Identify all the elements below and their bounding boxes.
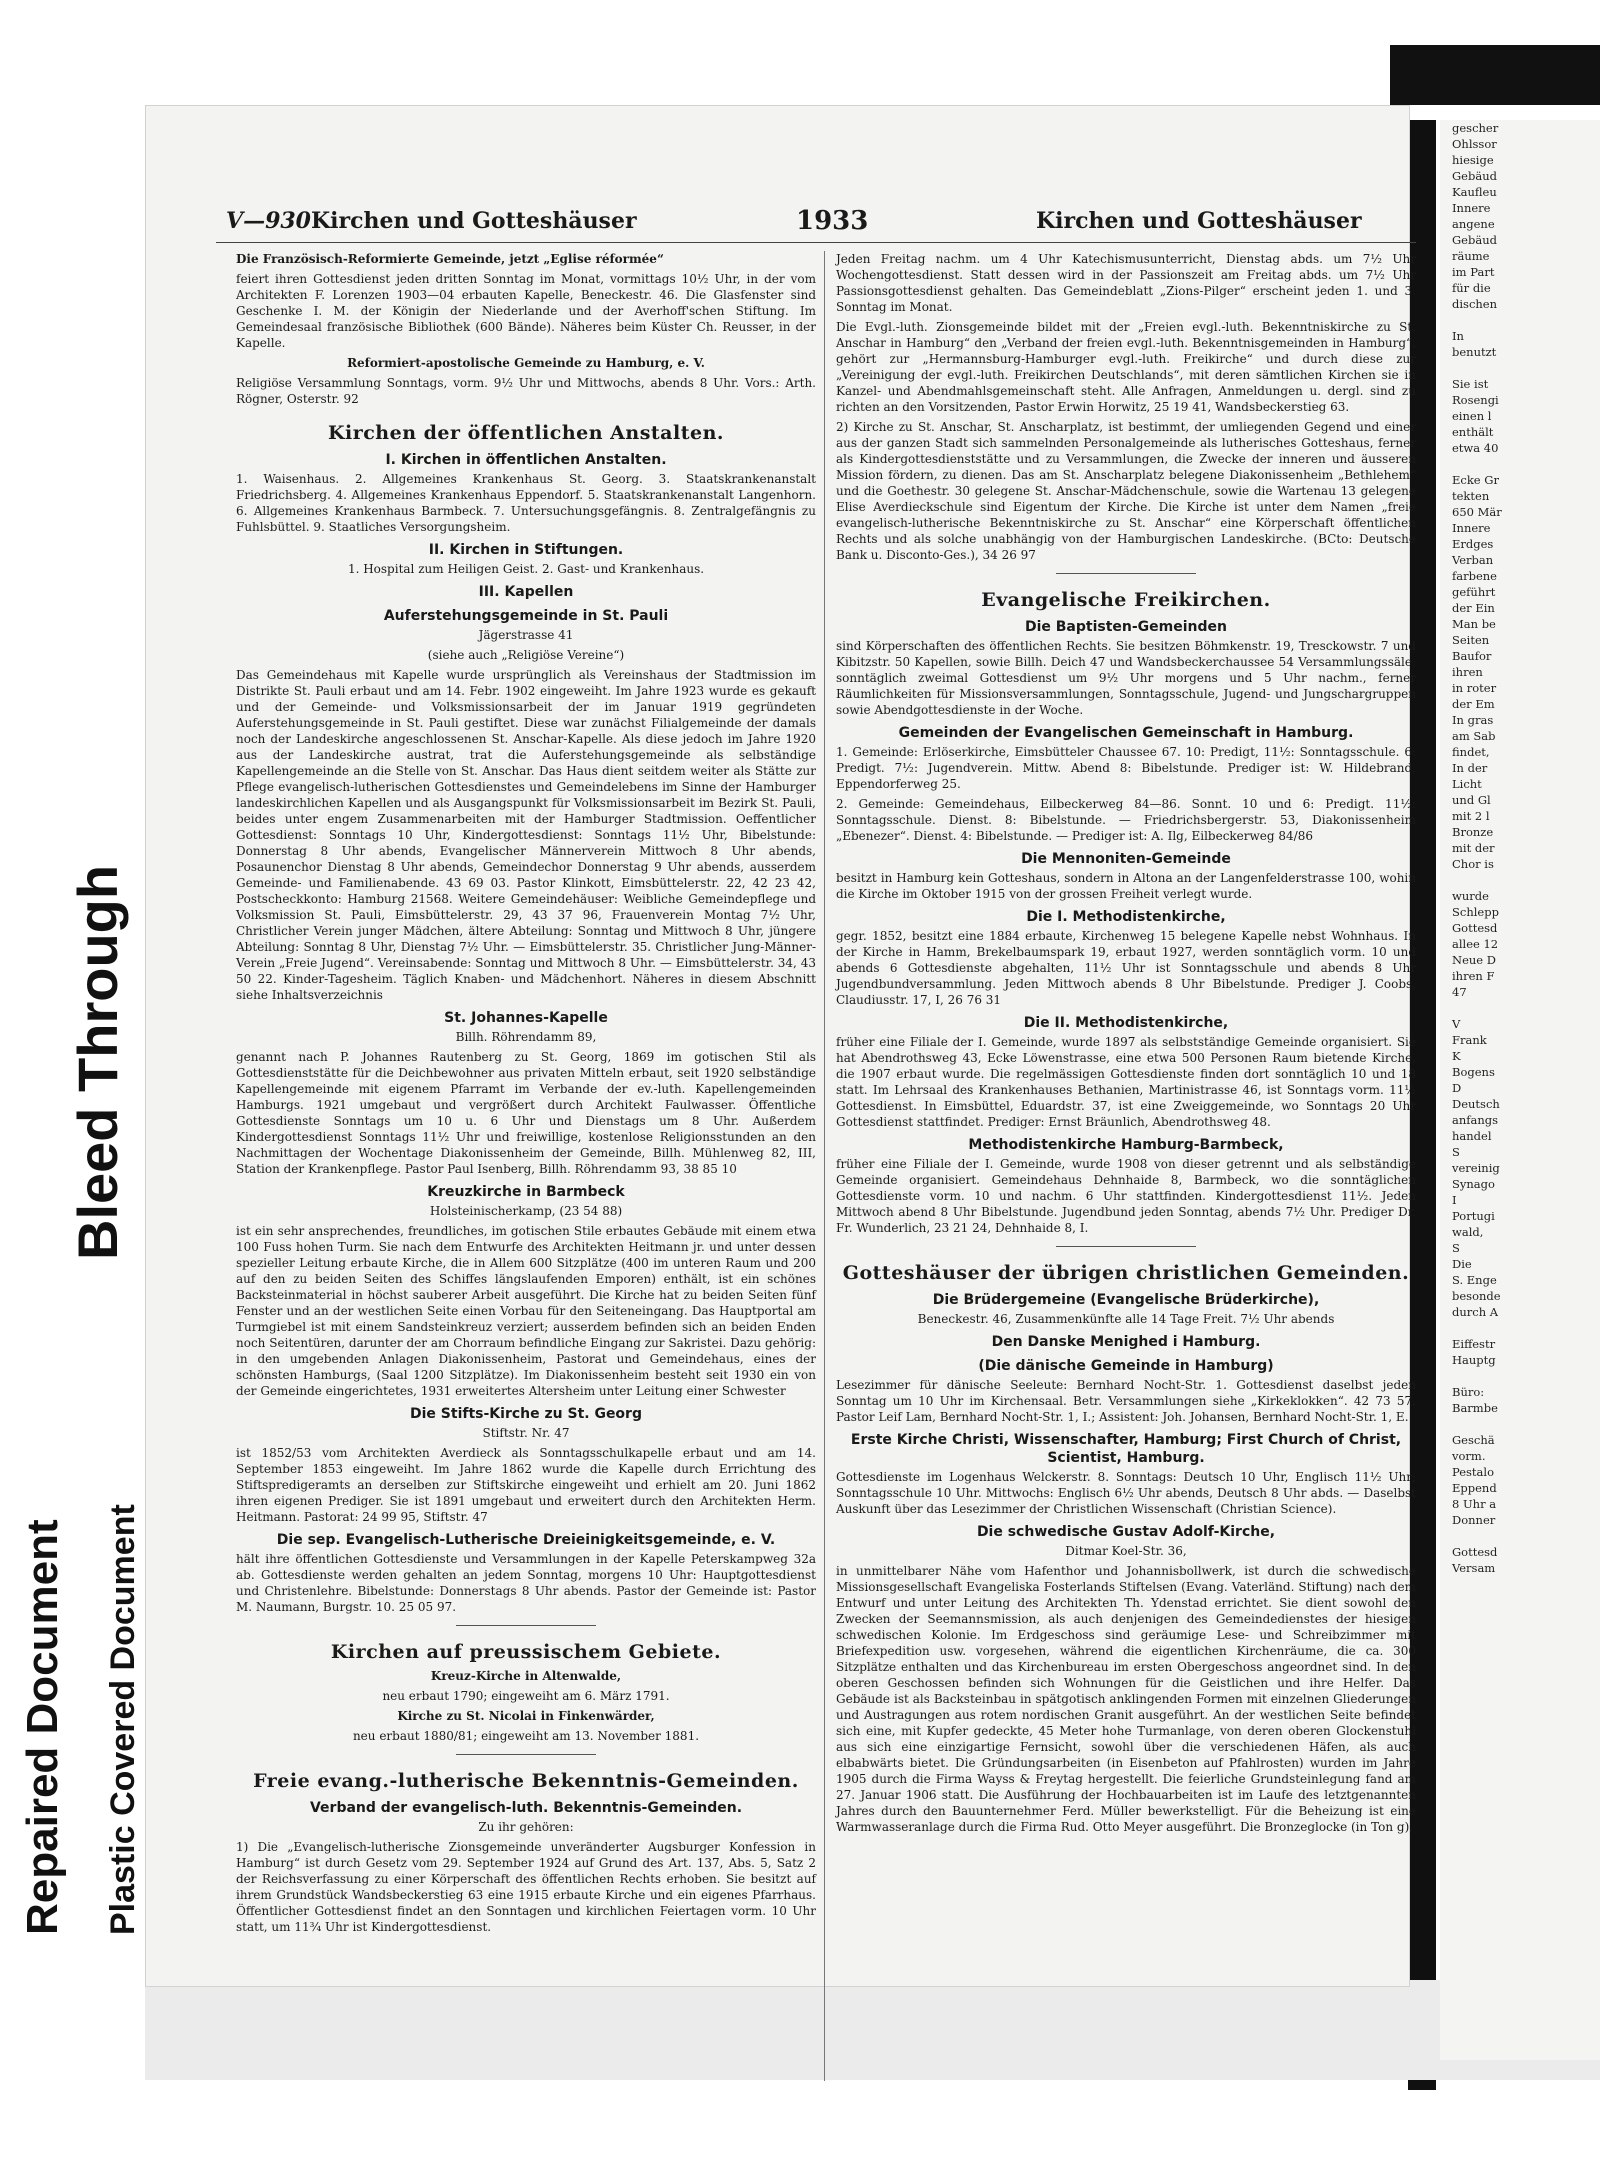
danske-heading: Den Danske Menighed i Hamburg. xyxy=(991,1334,1261,1350)
adjacent-page-line: im Part xyxy=(1452,265,1495,279)
stifts-address: Stiftstr. Nr. 47 xyxy=(482,1426,570,1440)
label-plastic-covered: Plastic Covered Document xyxy=(104,1504,142,1935)
adjacent-page-line: Gottesd xyxy=(1452,921,1498,935)
adjacent-page-line xyxy=(1440,1368,1600,1384)
adjacent-page-line: K xyxy=(1452,1049,1461,1063)
label-repaired-document: Repaired Document xyxy=(18,1519,67,1935)
science-text: Gottesdienste im Logenhaus Welckerstr. 8. Sonntags: Deutsch 10 Uhr, Englisch 11½ Uhr; Sonntagsschule 10 Uhr. Mittwochs: Englisch 6½ Uhr abends, Deutsch 8 Uhr abds. — Daselbst Auskunft über das Lesezimmer der Christlichen Wissenschaft (Christian Science). xyxy=(836,1470,1416,1516)
adjacent-page-line: 650 Mär xyxy=(1452,505,1502,519)
adjacent-page-line: Portugi xyxy=(1452,1209,1495,1223)
aufer-heading: Auferstehungsgemeinde in St. Pauli xyxy=(383,608,669,624)
label-bleed-through: Bleed Through xyxy=(66,864,129,1260)
freie-heading: Freie evang.-lutherische Bekenntnis-Gemeinden. xyxy=(253,1770,799,1792)
adjacent-page-line: Barmbe xyxy=(1452,1401,1498,1415)
anstalten-II-text: 1. Hospital zum Heiligen Geist. 2. Gast- und Krankenhaus. xyxy=(347,562,705,576)
johannes-text: genannt nach P. Johannes Rautenberg zu St. Georg, 1869 im gotischen Stil als Gottesdienststätte für die Deichbewohner aus privaten Mitteln erbaut, seit 1920 selbständige Kapellengemeinde mit eigenem Pfarramt im Verbande der ev.-luth. Kapellengemeinden Hamburgs. 1921 umgebaut und vergrößert durch Architekt Faulwasser. Öffentliche Gottesdienste Sonntags um 10 u. 6 Uhr und Dienstags um 8 Uhr. Außerdem Kindergottesdienst Sonntags 11½ Uhr und freiwillige, kostenlose Religionsstunden an den Nachmittagen der Wochentage Diakonissenheim der Gemeinde, Billh. Mühlenweg 82, III, Station der Krankenpflege. Pastor Paul Isenberg, Billh. Röhrendamm 93, 38 85 10 xyxy=(236,1050,816,1176)
adjacent-page-line: mit der xyxy=(1452,841,1495,855)
scan-bottom-edge xyxy=(145,1980,1600,2080)
anstalten-I-text: 1. Waisenhaus. 2. Allgemeines Krankenhaus St. Georg. 3. Staatskrankenanstalt Friedrichsberg. 4. Allgemeines Krankenhaus Eppendorf. 5. Staatskrankenanstalt Langenhorn. 6. Allgemeines Krankenhaus Barmbeck. 7. Untersuchungsgefängnis. 8. Zentralgefängnis zu Fuhlsbüttel. 9. Staatliches Versorgungsheim. xyxy=(236,472,816,534)
dreieinig-heading: Die sep. Evangelisch-Lutherische Dreieinigkeitsgemeinde, e. V. xyxy=(276,1532,776,1548)
adjacent-page-line: enthält xyxy=(1452,425,1494,439)
adjacent-page-line: In xyxy=(1452,329,1464,343)
anstalten-III-heading: III. Kapellen xyxy=(478,584,574,600)
running-title-left: Kirchen und Gotteshäuser xyxy=(311,208,637,234)
adjacent-page-line: Chor is xyxy=(1452,857,1494,871)
methodisten-II-text: früher eine Filiale der I. Gemeinde, wurde 1897 als selbstständige Gemeinde organisiert. Sie hat Abendrothsweg 43, Ecke Löwenstrasse, eine etwa 500 Personen Raum bietende Kirche, die 1907 erbaut wurde. Die regelmässigen Gottesdienste finden dort sonntäglich 10 und 18 statt. Im Lehrsaal des Krankenhauses Bethanien, Martinistrasse 46, ist Sonntags vorm. 11½ Gottesdienst. In Eimsbüttel, Eduardstr. 37, ist eine Zweiggemeinde, wo Sonntags 20 Uhr Gottesdienst stattfindet. Prediger: Ernst Bräunlich, Abendrothsweg 48. xyxy=(836,1035,1416,1129)
zions-cont: Jeden Freitag nachm. um 4 Uhr Katechismusunterricht, Dienstag abds. um 7½ Uhr Wochengottesdienst. Statt dessen wird in der Passionszeit am Freitag abds. um 7½ Uhr Passionsgottesdienst gehalten. Das Gemeindeblatt „Zions-Pilger“ erscheint jeden 1. und 3. Sonntag im Monat. xyxy=(836,252,1416,314)
adjacent-page-line xyxy=(1440,1416,1600,1432)
verband-heading: Verband der evangelisch-luth. Bekenntnis-Gemeinden. xyxy=(309,1800,743,1816)
adjacent-page-line: ihren xyxy=(1452,665,1483,679)
adjacent-page-line: besonde xyxy=(1452,1289,1501,1303)
running-title-right: Kirchen und Gotteshäuser xyxy=(1036,208,1362,234)
anstalten-I-heading: I. Kirchen in öffentlichen Anstalten. xyxy=(385,452,667,468)
adjacent-page-line: S xyxy=(1452,1241,1460,1255)
adjacent-page-line: wurde xyxy=(1452,889,1489,903)
adjacent-page-line: Innere xyxy=(1452,521,1491,535)
adjacent-page-line: allee 12 xyxy=(1452,937,1499,951)
franz-heading: Die Französisch-Reformierte Gemeinde, jetzt „Eglise réformée“ xyxy=(236,252,664,266)
adjacent-page-line: 47 xyxy=(1452,985,1467,999)
adjacent-page-line: Bronze xyxy=(1452,825,1494,839)
adjacent-page-line: Versam xyxy=(1452,1561,1496,1575)
adjacent-page-line: und Gl xyxy=(1452,793,1491,807)
adjacent-page-line: Ecke Gr xyxy=(1452,473,1499,487)
adjacent-page-line: Gottesd xyxy=(1452,1545,1498,1559)
adjacent-page-line: durch A xyxy=(1452,1305,1499,1319)
adjacent-page-line: Eppend xyxy=(1452,1481,1497,1495)
zions-verband: Die Evgl.-luth. Zionsgemeinde bildet mit der „Freien evgl.-luth. Bekenntniskirche zu St. Anschar in Hamburg“ den „Verband der freien evgl.-luth. Bekenntnisgemeinden in Hamburg“, gehört zur „Hermannsburg-Hamburger evgl.-luth. Freikirche“ und durch diese zur „Vereinigung der evgl.-luth. Freikirchen Deutschlands“, mit deren sämtlichen Kirchen sie in Kanzel- und Abendmahlsgemeinschaft steht. Alle Anfragen, Anmeldungen u. dergl. sind zu richten an den Vorsitzenden, Pastor Erwin Horwitz, 25 19 41, Wandsbeckerstieg 63. xyxy=(836,320,1416,414)
adjacent-page-line: farbene xyxy=(1452,569,1497,583)
adjacent-page-line: benutzt xyxy=(1452,345,1497,359)
adjacent-page-line: S xyxy=(1452,1145,1460,1159)
johannes-heading: St. Johannes-Kapelle xyxy=(444,1010,608,1026)
column-divider xyxy=(824,251,825,2081)
adjacent-page-line: vorm. xyxy=(1452,1449,1486,1463)
adjacent-page-line: räume xyxy=(1452,249,1490,263)
adjacent-page-line: anfangs xyxy=(1452,1113,1499,1127)
adjacent-page-line: wald, xyxy=(1452,1225,1484,1239)
franz-text: feiert ihren Gottesdienst jeden dritten Sonntag im Monat, vormittags 10½ Uhr, in der vom Architekten F. Lorenzen 1903—04 erbauten Kapelle, Beneckestr. 46. Die Glasfenster sind Geschenke I. M. der Königin der Niederlande und der Averhoff'schen Stiftung. Im Gemeindesaal französische Bibliothek (600 Bände). Näheres beim Küster Ch. Reusser, in der Kapelle. xyxy=(236,272,816,350)
gemeinschaft-heading: Gemeinden der Evangelischen Gemeinschaft in Hamburg. xyxy=(898,725,1354,741)
mennoniten-text: besitzt in Hamburg kein Gotteshaus, sondern in Altona an der Langenfelderstrasse 100, wohin die Kirche im Oktober 1915 von der grossen Freiheit verlegt wurde. xyxy=(836,871,1416,901)
adjacent-page-line: Bogens xyxy=(1452,1065,1495,1079)
methodisten-I-text: gegr. 1852, besitzt eine 1884 erbaute, Kirchenweg 15 belegene Kapelle nebst Wohnhaus. In der Kirche in Hamm, Brekelbaumspark 19, erbaut 1927, werden sonntäglich vorm. 10 und abends 6 Gottesdienste abgehalten, 11½ Uhr ist Sonntagsschule und abends 8 Uhr Jugendbundversammlung. Jeden Mittwoch abends 8 Uhr Bibelstunde. Prediger J. Coobs, Claudiusstr. 17, I, 26 76 31 xyxy=(836,929,1416,1007)
adjacent-page-line: Hauptg xyxy=(1452,1353,1496,1367)
adjacent-page-line xyxy=(1440,1000,1600,1016)
adjacent-page-line: Gebäud xyxy=(1452,169,1497,183)
adjacent-page-line: Büro: xyxy=(1452,1385,1485,1399)
adjacent-page-line: Synago xyxy=(1452,1177,1495,1191)
adjacent-page-line: der Ein xyxy=(1452,601,1495,615)
adjacent-page-line: D xyxy=(1452,1081,1462,1095)
danske-text: Lesezimmer für dänische Seeleute: Bernhard Nocht-Str. 1. Gottesdienst daselbst jeden Sonntag um 10 Uhr im Kirchensaal. Betr. Versammlungen siehe „Kirkeklokken“. 42 73 57, Pastor Leif Lam, Bernhard Nocht-Str. 1, I.; Assistent: Joh. Johansen, Bernhard Nocht-Str. 1, E. xyxy=(836,1378,1416,1424)
aufer-note: (siehe auch „Religiöse Vereine“) xyxy=(427,648,625,662)
anstalten-heading: Kirchen der öffentlichen Anstalten. xyxy=(327,422,725,444)
adjacent-page-line: am Sab xyxy=(1452,729,1496,743)
year: 1933 xyxy=(796,206,869,236)
danske-sub: (Die dänische Gemeinde in Hamburg) xyxy=(978,1358,1274,1374)
separator xyxy=(456,1625,596,1626)
adjacent-page-line: Man be xyxy=(1452,617,1496,631)
adjacent-page-line xyxy=(1440,872,1600,888)
ref-apost-text: Religiöse Versammlung Sonntags, vorm. 9½ Uhr und Mittwochs, abends 8 Uhr. Vors.: Arth. Rögner, Osterstr. 92 xyxy=(236,376,816,406)
science-heading: Erste Kirche Christi, Wissenschafter, Hamburg; First Church of Christ, Scientist, Hamburg. xyxy=(850,1432,1402,1466)
running-head xyxy=(216,204,1416,243)
adjacent-page-line: der Em xyxy=(1452,697,1495,711)
adjacent-page-line: Baufor xyxy=(1452,649,1492,663)
scan-black-block xyxy=(1390,45,1600,105)
adjacent-page-line: dischen xyxy=(1452,297,1498,311)
adjacent-page-line: für die xyxy=(1452,281,1491,295)
methodisten-I-heading: Die I. Methodistenkirche, xyxy=(1026,909,1226,925)
adjacent-page-line: Die xyxy=(1452,1257,1472,1271)
freikirchen-heading: Evangelische Freikirchen. xyxy=(981,589,1271,611)
adjacent-page-fragment xyxy=(1440,120,1600,2060)
separator xyxy=(1056,573,1196,574)
adjacent-page-line: Neue D xyxy=(1452,953,1496,967)
zu-ihr: Zu ihr gehören: xyxy=(478,1820,574,1834)
adjacent-page-line: Sie ist xyxy=(1452,377,1489,391)
adjacent-page-line xyxy=(1440,1320,1600,1336)
gemeinschaft-1: 1. Gemeinde: Erlöserkirche, Eimsbütteler Chaussee 67. 10: Predigt, 11½: Sonntagsschule. 6: Predigt. 7½: Jugendverein. Mittw. Abend 8: Bibelstunde. Prediger ist: W. Hildebrand, Eppendorferweg 25. xyxy=(836,745,1416,791)
adjacent-page-line: S. Enge xyxy=(1452,1273,1497,1287)
schwed-text: in unmittelbarer Nähe vom Hafenthor und Johannisbollwerk, ist durch die schwedische Missionsgesellschaft Evangeliska Fosterlands Stiftelsen (Evang. Vaterländ. Stiftung) nach dem Entwurf und unter Leitung des Architekten Th. Ydenstad errichtet. Sie dient sowohl den Zwecken der Seemannsmission, als auch denjenigen des Gemeindedienstes der hiesigen schwedischen Kolonie. Im Erdgeschoss sind geräumige Lese- und Schreibzimmer mit Briefexpedition usw. vorgesehen, während die eigentlichen Kirchenräume, die ca. 300 Sitzplätze enthalten und das Kirchenbureau im ersten Obergeschoss angeordnet sind. In den oberen Geschossen befinden sich Wohnungen für die Geistlichen und ihre Helfer. Das Gebäude ist als Backsteinbau in spätgotisch anklingenden Formen mit einzelnen Gliederungen und Austragungen aus rotem nordischen Granit ausgeführt. An der westlichen Seite befindet sich eine, mit Kupfer gedeckte, 45 Meter hohe Turmanlage, von deren oberen Glockenstuhl aus sich eine einzigartige Fernsicht, sowohl über die verschiedenen Häfen, als auch elbabwärts bietet. Die Gründungsarbeiten (in Eisenbeton auf Pfahlrosten) wurden im Jahre 1905 durch die Firma Wayss & Freytag hergestellt. Die feierliche Grundsteinlegung fand am 27. Januar 1906 statt. Die Ausführung der Hochbauarbeiten ist im Laufe des letztgenannten Jahres durch den Bauunternehmer Ferd. Müller bewerkstelligt. Für die Beheizung ist eine Warmwasseranlage durch die Firma Rud. Otto Meyer ausgeführt. Die Bronzeglocke (in Ton g), xyxy=(836,1564,1416,1834)
uebrigen-heading: Gotteshäuser der übrigen christlichen Gemeinden. xyxy=(842,1262,1410,1284)
brueder-heading: Die Brüdergemeine (Evangelische Brüderkirche), xyxy=(932,1292,1320,1308)
adjacent-page-line: Frank xyxy=(1452,1033,1487,1047)
adjacent-page-line xyxy=(1440,312,1600,328)
schwed-address: Ditmar Koel-Str. 36, xyxy=(1065,1544,1187,1558)
adjacent-page-line: gescher xyxy=(1452,121,1499,135)
baptisten-text: sind Körperschaften des öffentlichen Rechts. Sie besitzen Böhmkenstr. 19, Tresckowstr. 7 und Kibitzstr. 50 Kapellen, sowie Billh. Deich 47 und Wandsbeckerchaussee 54 Versammlungssäle; sonntäglich zweimal Gottesdienst um 9½ Uhr morgens und 5 Uhr nachm., ferner Räumlichkeiten für Missionsversammlungen, Sonntagsschule, Jugend- und Jungschargruppen sowie Abendgottesdienste in der Woche. xyxy=(836,639,1416,717)
mennoniten-heading: Die Mennoniten-Gemeinde xyxy=(1021,851,1231,867)
adjacent-page-line: in roter xyxy=(1452,681,1497,695)
separator xyxy=(456,1754,596,1755)
adjacent-page-line: findet, xyxy=(1452,745,1490,759)
adjacent-page-line: In gras xyxy=(1452,713,1494,727)
schwed-heading: Die schwedische Gustav Adolf-Kirche, xyxy=(976,1524,1276,1540)
kreuz-heading: Kreuzkirche in Barmbeck xyxy=(427,1184,625,1200)
preuss-heading: Kirchen auf preussischem Gebiete. xyxy=(330,1641,722,1663)
adjacent-page-line: Seiten xyxy=(1452,633,1490,647)
adjacent-page-line: Licht xyxy=(1452,777,1482,791)
preuss-2-text: neu erbaut 1880/81; eingeweiht am 13. November 1881. xyxy=(352,1729,700,1743)
adjacent-page-line: In der xyxy=(1452,761,1488,775)
adjacent-page-line xyxy=(1440,360,1600,376)
methodisten-barmbeck-heading: Methodistenkirche Hamburg-Barmbeck, xyxy=(968,1137,1284,1153)
adjacent-page-line: Schlepp xyxy=(1452,905,1499,919)
adjacent-page-line: Verban xyxy=(1452,553,1494,567)
adjacent-page-line: vereinig xyxy=(1452,1161,1500,1175)
adjacent-page-line: Deutsch xyxy=(1452,1097,1500,1111)
adjacent-page-line: etwa 40 xyxy=(1452,441,1499,455)
adjacent-page-line: I xyxy=(1452,1193,1457,1207)
adjacent-page-line: handel xyxy=(1452,1129,1492,1143)
preuss-1-name: Kreuz-Kirche in Altenwalde, xyxy=(430,1669,622,1683)
right-column xyxy=(836,251,1416,1839)
aufer-address: Jägerstrasse 41 xyxy=(478,628,574,642)
adjacent-page-line: angene xyxy=(1452,217,1495,231)
methodisten-II-heading: Die II. Methodistenkirche, xyxy=(1023,1015,1229,1031)
document-page xyxy=(145,105,1416,1987)
separator xyxy=(1056,1246,1196,1247)
kreuz-address: Holsteinischerkamp, (23 54 88) xyxy=(429,1204,623,1218)
adjacent-page-line: Erdges xyxy=(1452,537,1494,551)
aufer-text: Das Gemeindehaus mit Kapelle wurde ursprünglich als Vereinshaus der Stadtmission im Distrikte St. Pauli erbaut und am 14. Febr. 1902 eingeweiht. Im Jahre 1923 wurde es gekauft und der Gemeinde- und Volksmissionsarbeit der im Januar 1919 gegründeten Auferstehungsgemeinde in St. Pauli gestiftet. Diese war zunächst Filialgemeinde der damals noch der Landeskirche angeschlossenen St. Anschar-Kapelle. Als diese jedoch im Jahre 1920 aus der Landeskirche austrat, trat die Auferstehungsgemeinde als selbständige Kapellengemeinde an die Stelle von St. Anschar. Das Haus dient seitdem weiter als Stätte zur Pflege evangelisch-lutherischen Gottesdienstes und Gemeindelebens im Sinne der Hamburger landeskirchlichen Kapellen und als Ausgangspunkt für Volksmissionsarbeit im Bezirk St. Pauli, beides unter engem Zusammenarbeiten mit der Hamburger Stadtmission. Oeffentlicher Gottesdienst: Sonntags 10 Uhr, Kindergottesdienst: Sonntags 11½ Uhr, Bibelstunde: Donnerstag 8 Uhr abends, Evangelischer Männerverein Mittwoch 8 Uhr abends, Posaunenchor Dienstag 8 Uhr abends, Gemeindechor Donnerstag 9 Uhr abends, ausserdem Gemeinde- und Familienabende. 43 69 03. Pastor Klinkott, Eimsbüttelerstr. 22, 42 23 42, Postscheckkonto: Hamburg 21568. Weitere Gemeindehäuser: Weibliche Gemeindepflege und Volksmission St. Pauli, Eimsbüttelerstr. 29, 43 37 96, Frauenverein Montag 7½ Uhr, Christlicher Verein junger Mädchen, ältere Abteilung: Sonntag und Mittwoch 8 Uhr, jüngere Abteilung: Sonntag 8 Uhr, Dienstag 7½ Uhr. — Eimsbüttelerstr. 35. Christlicher Jung-Männer-Verein „Freie Jugend“. Vereinsabende: Sonntag und Mittwoch 8 Uhr. — Eimsbüttelerstr. 34, 43 50 22. Kinder-Tagesheim. Täglich Knaben- und Mädchenhort. Näheres in diesem Abschnitt siehe Inhaltsverzeichnis xyxy=(236,668,816,1002)
adjacent-page-line: Kaufleu xyxy=(1452,185,1497,199)
adjacent-page-line: V xyxy=(1452,1017,1461,1031)
anstalten-II-heading: II. Kirchen in Stiftungen. xyxy=(428,542,624,558)
adjacent-page-line: hiesige xyxy=(1452,153,1494,167)
ref-apost-heading: Reformiert-apostolische Gemeinde zu Hamburg, e. V. xyxy=(347,356,705,370)
adjacent-page-line: Gebäud xyxy=(1452,233,1497,247)
stifts-text: ist 1852/53 vom Architekten Averdieck als Sonntagsschulkapelle erbaut und am 14. September 1853 eingeweiht. Im Jahre 1862 wurde die Kapelle durch Errichtung des Stiftspredigeramts an derselben zur Stiftskirche eingeweiht und erhielt am 20. Juni 1862 ihren eigenen Prediger. Sie ist 1891 umgebaut und erweitert durch den Architekten Herm. Heitmann. Pastorat: 24 99 95, Stiftstr. 47 xyxy=(236,1446,816,1524)
adjacent-page-line: tekten xyxy=(1452,489,1490,503)
johannes-address: Billh. Röhrendamm 89, xyxy=(455,1030,597,1044)
left-column xyxy=(236,251,816,1939)
adjacent-page-line: ihren F xyxy=(1452,969,1495,983)
adjacent-page-line: Pestalo xyxy=(1452,1465,1495,1479)
kreuz-text: ist ein sehr ansprechendes, freundliches, im gotischen Stile erbautes Gebäude mit einem etwa 100 Fuss hohen Turm. Sie nach dem Entwurfe des Architekten Heitmann jr. und unter dessen spezieller Leitung erbaute Kirche, die in Allem 600 Sitzplätze (400 im unteren Raum und 200 auf den zu beiden Seiten des Schiffes längslaufenden Emporen) enthält, ist ein schönes Backsteinmaterial in höchst sauberer Arbeit ausgeführt. Die Kirche hat zu beiden Seiten fünf Fenster und an der westlichen Seite einen Vorbau für den Seiteneingang. Das Hauptportal am Turmgiebel ist mit einem Sandsteinkreuz verziert; ausserdem befinden sich an beiden Enden noch Seitentüren, darunter der am Chorraum befindliche Eingang zur Sakristei. Dazu gehörig: in den umgebenden Anlagen Diakonissenheim, Pastorat und Gemeindehaus, eines der schönsten Hamburgs, (Saal 1200 Sitzplätze). Im Diakonissenheim besteht seit 1930 ein von der Gemeinde eingerichtetes, 1931 erweitertes Altersheim unter Leitung einer Schwester xyxy=(236,1224,816,1398)
stifts-heading: Die Stifts-Kirche zu St. Georg xyxy=(410,1406,642,1422)
adjacent-page-line: Donner xyxy=(1452,1513,1496,1527)
adjacent-page-line: Rosengi xyxy=(1452,393,1499,407)
baptisten-heading: Die Baptisten-Gemeinden xyxy=(1024,619,1228,635)
gemeinschaft-2: 2. Gemeinde: Gemeindehaus, Eilbeckerweg 84—86. Sonnt. 10 und 6: Predigt. 11½: Sonntagsschule. Dienst. 8: Bibelstunde. — Friedrichsbergerstr. 53, Diakonissenheim „Ebenezer“. Dienst. 4: Bibelstunde. — Prediger ist: A. Ilg, Eilbeckerweg 84/86 xyxy=(836,797,1416,843)
adjacent-page-line: geführt xyxy=(1452,585,1496,599)
brueder-text: Beneckestr. 46, Zusammenkünfte alle 14 Tage Freit. 7½ Uhr abends xyxy=(917,1312,1335,1326)
zions-text: 1) Die „Evangelisch-lutherische Zionsgemeinde unveränderter Augsburger Konfession in Hamburg“ ist durch Gesetz vom 29. September 1924 auf Grund des Art. 137, Abs. 5, Satz 2 der Reichsverfassung zu einer Körperschaft des öffentlichen Rechts erhoben. Sie besitzt auf ihrem Grundstück Wandsbeckerstieg 63 eine 1915 erbaute Kirche und ein eigenes Pfarrhaus. Öffentlicher Gottesdienst findet an den Sonntagen und kirchlichen Feiertagen vorm. 10 Uhr statt, um 11¾ Uhr ist Kindergottesdienst. xyxy=(236,1840,816,1934)
dreieinig-text: hält ihre öffentlichen Gottesdienste und Versammlungen in der Kapelle Peterskampweg 32a ab. Gottesdienste werden gehalten an jedem Sonntag, morgens 10 Uhr: Hauptgottesdienst und Christenlehre. Bibelstunde: Donnerstags 8 Uhr abends. Pastor der Gemeinde ist: Pastor M. Naumann, Burgstr. 10. 25 05 97. xyxy=(236,1552,816,1614)
adjacent-page-line xyxy=(1440,1528,1600,1544)
adjacent-page-line: Innere xyxy=(1452,201,1491,215)
preuss-2-name: Kirche zu St. Nicolai in Finkenwärder, xyxy=(397,1709,655,1723)
adjacent-page-line xyxy=(1440,456,1600,472)
anschar-text: 2) Kirche zu St. Anschar, St. Anscharplatz, ist bestimmt, der umliegenden Gegend und einer aus der ganzen Stadt sich sammelnden Personalgemeinde als lutherisches Gotteshaus, ferner als Kindergottesdienststätte und zu Versammlungen, die Zwecke der inneren und äusseren Mission fördern, zu dienen. Das am St. Anscharplatz belegene Diakonissenheim „Bethlehem“ und die Goethestr. 30 gelegene St. Anschar-Mädchenschule, sowie die Wartenau 13 gelegene Elise Averdieckschule sind Eigentum der Kirche. Die Kirche ist unter dem Namen „freie evangelisch-lutherische Bekenntniskirche zu St. Anschar“ eine Körperschaft öffentlichen Rechts und als solche unabhängig von der Hamburgischen Landeskirche. (BCto: Deutsche Bank u. Disconto-Ges.), 34 26 97 xyxy=(836,420,1416,562)
adjacent-page-line: Geschä xyxy=(1452,1433,1495,1447)
page-number: V—930 xyxy=(226,208,311,234)
adjacent-page-line: mit 2 l xyxy=(1452,809,1490,823)
adjacent-page-line: einen l xyxy=(1452,409,1492,423)
adjacent-page-line: Eiffestr xyxy=(1452,1337,1496,1351)
adjacent-page-line: Ohlssor xyxy=(1452,137,1497,151)
methodisten-barmbeck-text: früher eine Filiale der I. Gemeinde, wurde 1908 von dieser getrennt und als selbständige Gemeinde organisiert. Gemeindehaus Dehnhaide 8, Barmbeck, wo die sonntäglichen Gottesdienste vorm. 10 und nachm. 6 Uhr stattfinden. Kindergottesdienst 11½. Jeden Mittwoch abend 8 Uhr Bibelstunde. Jugendbund jeden Sonntag, abends 7½ Uhr. Prediger Dr. Fr. Wunderlich, 23 21 24, Dehnhaide 8, I. xyxy=(836,1157,1416,1235)
preuss-1-text: neu erbaut 1790; eingeweiht am 6. März 1791. xyxy=(382,1689,670,1703)
adjacent-page-line: 8 Uhr a xyxy=(1452,1497,1497,1511)
